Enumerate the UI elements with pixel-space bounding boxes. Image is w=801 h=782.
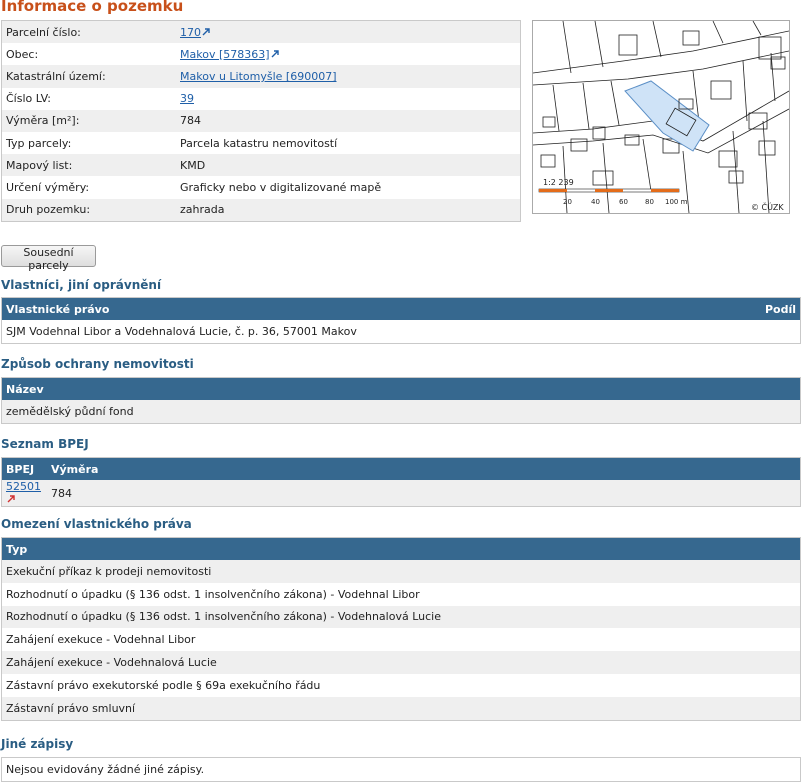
- info-row: [2, 21, 521, 44]
- info-value-link[interactable]: [180, 26, 210, 39]
- map-copyright: © ČÚZK: [751, 203, 784, 212]
- restrictions-section-title: Omezení vlastnického práva: [1, 517, 192, 531]
- neighbor-parcels-button[interactable]: Sousední parcely: [1, 245, 96, 267]
- restriction-type: Exekuční příkaz k prodeji nemovitosti: [2, 560, 801, 583]
- restriction-type: Zástavní právo exekutorské podle § 69a exekučního řádu: [6, 678, 321, 692]
- info-value-cell: KMD: [176, 154, 521, 176]
- bpej-table: [1, 457, 801, 507]
- table-row: [2, 320, 801, 343]
- info-value-cell: Graficky nebo v digitalizované mapě: [180, 180, 382, 194]
- info-value: 39: [180, 92, 194, 106]
- cadastral-map-image: [533, 21, 789, 213]
- map-tick-label: 80: [645, 198, 654, 206]
- info-value: Makov [578363]: [180, 47, 270, 61]
- parcel-map[interactable]: [532, 20, 790, 214]
- map-tick-label: 40: [591, 198, 600, 206]
- other-records-table: [1, 757, 801, 782]
- info-label: Obec:: [6, 47, 39, 61]
- restriction-type: Rozhodnutí o úpadku (§ 136 odst. 1 insolvenčního zákona) - Vodehnal Libor: [6, 587, 420, 601]
- restriction-type: Zahájení exekuce - Vodehnal Libor: [6, 633, 196, 647]
- table-row: [2, 651, 801, 674]
- external-link-icon: [7, 495, 15, 503]
- protection-value: zemědělský půdní fond: [2, 400, 801, 423]
- info-value-cell: [176, 21, 521, 44]
- info-value-link[interactable]: [180, 48, 279, 61]
- external-link-icon: [271, 50, 279, 58]
- external-link-icon: [202, 28, 210, 36]
- bpej-section-title: Seznam BPEJ: [1, 437, 89, 451]
- table-row: [2, 697, 801, 720]
- info-row: [2, 154, 521, 176]
- table-row: [2, 758, 801, 782]
- map-tick-label: 100 m: [665, 198, 688, 206]
- info-label: Mapový list:: [2, 154, 177, 176]
- selected-parcel-highlight: [625, 81, 709, 151]
- restriction-type: Zástavní právo smluvní: [2, 697, 801, 720]
- owners-table: [1, 297, 801, 344]
- info-value: 170: [180, 25, 201, 39]
- owner-name: SJM Vodehnal Libor a Vodehnalová Lucie, č. p. 36, 57001 Makov: [6, 324, 357, 338]
- info-value-link[interactable]: [180, 70, 337, 83]
- info-row: [2, 176, 521, 198]
- info-value-cell: [176, 43, 521, 65]
- page-title: Informace o pozemku: [1, 0, 184, 15]
- table-row: [2, 583, 801, 606]
- table-row: [2, 606, 801, 629]
- protection-section-title: Způsob ochrany nemovitosti: [1, 357, 194, 371]
- info-value-link[interactable]: [180, 92, 194, 105]
- info-row: [2, 199, 521, 222]
- bpej-code-link[interactable]: [6, 480, 41, 506]
- info-label: Typ parcely:: [6, 136, 72, 150]
- table-row: [2, 674, 801, 697]
- info-value-cell: [176, 65, 521, 87]
- owners-col-right: Vlastnické právo: [2, 298, 592, 321]
- table-row: [2, 480, 801, 507]
- table-row: [2, 400, 801, 423]
- protection-col-name: Název: [2, 378, 801, 401]
- map-tick-label: 60: [619, 198, 628, 206]
- restrictions-table: [1, 537, 801, 721]
- parcel-info-table: [1, 20, 521, 222]
- info-label: Výměra [m²]:: [2, 110, 177, 132]
- protection-table: [1, 377, 801, 424]
- restriction-type: Rozhodnutí o úpadku (§ 136 odst. 1 insolvenčního zákona) - Vodehnalová Lucie: [2, 606, 801, 629]
- info-row: [2, 43, 521, 65]
- info-value-cell: Parcela katastru nemovitostí: [180, 136, 338, 150]
- owners-col-share: Podíl: [592, 298, 801, 321]
- bpej-code: 52501: [6, 480, 41, 493]
- info-row: [2, 65, 521, 87]
- bpej-col-area: Výměra: [47, 458, 801, 481]
- other-section-title: Jiné zápisy: [1, 737, 74, 751]
- info-row: [2, 110, 521, 132]
- table-row: [2, 560, 801, 583]
- restriction-type: Zahájení exekuce - Vodehnalová Lucie: [2, 651, 801, 674]
- table-row: [2, 628, 801, 651]
- info-label: Parcelní číslo:: [2, 21, 177, 44]
- bpej-col-code: BPEJ: [2, 458, 48, 481]
- info-label: Číslo LV:: [6, 92, 52, 106]
- info-row: [2, 132, 521, 154]
- info-row: [2, 88, 521, 110]
- other-records-value: Nejsou evidovány žádné jiné zápisy.: [6, 762, 205, 776]
- info-value: Makov u Litomyšle [690007]: [180, 69, 337, 83]
- info-value-cell: [176, 88, 521, 110]
- map-tick-label: 20: [563, 198, 572, 206]
- bpej-area: 784: [47, 480, 801, 507]
- info-label: Druh pozemku:: [2, 199, 177, 222]
- info-label: Určení výměry:: [6, 180, 90, 194]
- info-value-cell: 784: [176, 110, 521, 132]
- owners-section-title: Vlastníci, jiní oprávnění: [1, 278, 162, 292]
- info-value-cell: zahrada: [176, 199, 521, 222]
- info-label: Katastrální území:: [2, 65, 177, 87]
- map-scale-label: 1:2 239: [543, 178, 574, 187]
- restrictions-col-type: Typ: [2, 538, 801, 561]
